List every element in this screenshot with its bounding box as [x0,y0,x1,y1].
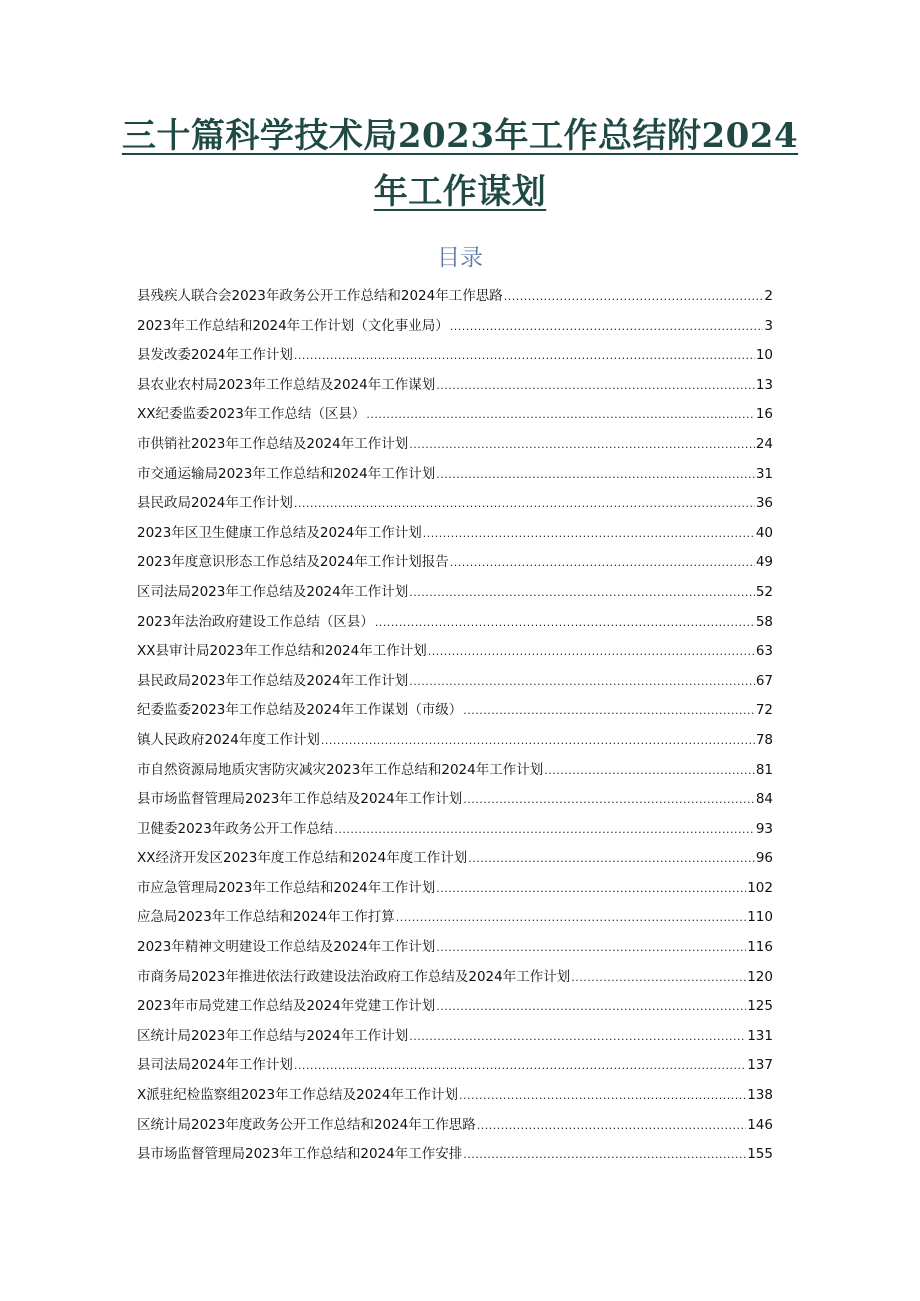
toc-entry[interactable] [137,935,773,965]
toc-entry-page-number: 137 [747,1057,773,1074]
toc-dot-leader [459,1089,746,1102]
toc-entry-page-number: 52 [755,583,773,600]
toc-entry-page-number: 13 [755,376,773,393]
toc-entry[interactable] [137,698,773,728]
document-title-line-2: 年工作谋划 [373,172,547,212]
toc-entry-page-number: 81 [755,761,773,778]
toc-entry-title: 县市场监督管理局2023年工作总结和2024年工作安排 [137,1146,463,1163]
toc-entry-page-number: 24 [755,435,773,452]
toc-entry-page-number: 131 [747,1027,773,1044]
toc-entry-title: XX县审计局2023年工作总结和2024年工作计划 [137,643,427,660]
toc-entry-title: 2023年工作总结和2024年工作计划（文化事业局） [137,317,449,334]
toc-entry-page-number: 155 [747,1146,773,1163]
toc-entry[interactable] [137,491,773,521]
toc-dot-leader [571,971,746,984]
toc-entry-page-number: 110 [747,909,773,926]
toc-entry-title: 2023年市局党建工作总结及2024年党建工作计划 [137,998,436,1015]
toc-entry-title: 市供销社2023年工作总结及2024年工作计划 [137,435,409,452]
toc-dot-leader [436,468,755,481]
toc-dot-leader [428,645,755,658]
toc-entry[interactable] [137,787,773,817]
toc-entry-page-number: 93 [755,820,773,837]
toc-dot-leader [334,823,754,836]
toc-entry-title: 县市场监督管理局2023年工作总结及2024年工作计划 [137,791,463,808]
toc-entry[interactable] [137,521,773,551]
toc-entry[interactable] [137,758,773,788]
toc-entry[interactable] [137,846,773,876]
toc-entry-title: 2023年度意识形态工作总结及2024年工作计划报告 [137,554,449,571]
toc-entry-page-number: 67 [755,672,773,689]
toc-dot-leader [409,675,755,688]
toc-entry-title: 区统计局2023年度政务公开工作总结和2024年工作思路 [137,1116,476,1133]
toc-entry-page-number: 10 [755,347,773,364]
toc-entry-page-number: 116 [747,939,773,956]
toc-dot-leader [463,704,755,717]
toc-entry-page-number: 31 [755,465,773,482]
toc-entry-title: 区统计局2023年工作总结与2024年工作计划 [137,1027,409,1044]
toc-entry[interactable] [137,462,773,492]
toc-entry[interactable] [137,669,773,699]
toc-entry-page-number: 40 [755,524,773,541]
toc-entry-title: 县民政局2023年工作总结及2024年工作计划 [137,672,409,689]
toc-entry-title: 纪委监委2023年工作总结及2024年工作谋划（市级） [137,702,463,719]
toc-dot-leader [396,911,747,924]
toc-entry-page-number: 78 [755,731,773,748]
toc-dot-leader [423,527,755,540]
toc-dot-leader [436,882,746,895]
toc-entry-title: 县残疾人联合会2023年政务公开工作总结和2024年工作思路 [137,288,503,304]
toc-dot-leader [366,408,754,421]
toc-entry-title: 2023年精神文明建设工作总结及2024年工作计划 [137,939,436,956]
toc-entry-title: XX经济开发区2023年度工作总结和2024年度工作计划 [137,850,468,867]
toc-entry-title: 2023年区卫生健康工作总结及2024年工作计划 [137,524,422,541]
toc-entry-page-number: 96 [755,850,773,867]
toc-entry-title: XX纪委监委2023年工作总结（区县） [137,406,366,423]
toc-entry-page-number: 72 [755,702,773,719]
toc-entry[interactable] [137,550,773,580]
toc-entry-page-number: 2 [764,288,773,304]
toc-entry-page-number: 125 [747,998,773,1015]
toc-dot-leader [504,290,764,303]
toc-entry-title: 卫健委2023年政务公开工作总结 [137,820,334,837]
toc-entry-page-number: 36 [755,495,773,512]
toc-dot-leader [436,1000,746,1013]
toc-dot-leader [409,438,755,451]
table-of-contents [137,284,773,1172]
toc-entry[interactable] [137,1113,773,1143]
toc-entry[interactable] [137,1083,773,1113]
toc-entry[interactable] [137,639,773,669]
toc-dot-leader [450,556,755,569]
toc-entry[interactable] [137,1024,773,1054]
toc-entry[interactable] [137,876,773,906]
toc-entry-title: 市自然资源局地质灾害防灾减灾2023年工作总结和2024年工作计划 [137,761,544,778]
toc-dot-leader [375,616,755,629]
toc-dot-leader [409,586,755,599]
toc-entry[interactable] [137,1053,773,1083]
toc-dot-leader [409,1030,746,1043]
toc-entry-page-number: 63 [755,643,773,660]
toc-entry[interactable] [137,728,773,758]
toc-entry[interactable] [137,1142,773,1172]
toc-entry-page-number: 138 [747,1087,773,1104]
toc-dot-leader [463,1148,746,1161]
toc-entry-page-number: 58 [755,613,773,630]
toc-entry[interactable] [137,402,773,432]
toc-heading: 目录 [437,245,483,271]
toc-dot-leader [477,1119,747,1132]
toc-entry-title: 县农业农村局2023年工作总结及2024年工作谋划 [137,376,436,393]
toc-entry-title: 县司法局2024年工作计划 [137,1057,293,1074]
toc-entry-page-number: 3 [764,317,773,334]
toc-dot-leader [468,852,755,865]
toc-entry-title: 市商务局2023年推进依法行政建设法治政府工作总结及2024年工作计划 [137,968,571,985]
document-title-line-1: 三十篇科学技术局2023年工作总结附2024 [121,116,799,156]
toc-entry-page-number: 120 [747,968,773,985]
toc-dot-leader [294,1059,746,1072]
toc-entry-page-number: 16 [755,406,773,423]
toc-entry[interactable] [137,284,773,314]
toc-dot-leader [436,941,746,954]
toc-entry-page-number: 146 [747,1116,773,1133]
toc-entry-title: X派驻纪检监察组2023年工作总结及2024年工作计划 [137,1087,458,1104]
toc-dot-leader [294,497,755,510]
toc-entry-page-number: 84 [755,791,773,808]
toc-entry-page-number: 49 [755,554,773,571]
toc-entry[interactable] [137,580,773,610]
toc-entry[interactable] [137,314,773,344]
toc-dot-leader [463,793,755,806]
toc-entry-title: 县民政局2024年工作计划 [137,495,293,512]
toc-entry[interactable] [137,994,773,1024]
toc-entry[interactable] [137,373,773,403]
toc-entry[interactable] [137,432,773,462]
toc-entry[interactable] [137,610,773,640]
toc-entry[interactable] [137,817,773,847]
toc-entry-title: 镇人民政府2024年度工作计划 [137,731,320,748]
toc-entry[interactable] [137,343,773,373]
toc-entry[interactable] [137,965,773,995]
toc-entry-title: 2023年法治政府建设工作总结（区县） [137,613,374,630]
toc-dot-leader [544,764,755,777]
toc-entry-title: 市交通运输局2023年工作总结和2024年工作计划 [137,465,436,482]
toc-entry-title: 应急局2023年工作总结和2024年工作打算 [137,909,395,926]
toc-dot-leader [321,734,755,747]
document-title [100,108,820,220]
toc-dot-leader [436,379,755,392]
toc-entry[interactable] [137,905,773,935]
toc-entry-title: 区司法局2023年工作总结及2024年工作计划 [137,583,409,600]
toc-entry-page-number: 102 [747,879,773,896]
toc-dot-leader [294,349,755,362]
toc-dot-leader [450,320,764,333]
toc-entry-title: 市应急管理局2023年工作总结和2024年工作计划 [137,879,436,896]
toc-entry-title: 县发改委2024年工作计划 [137,347,293,364]
